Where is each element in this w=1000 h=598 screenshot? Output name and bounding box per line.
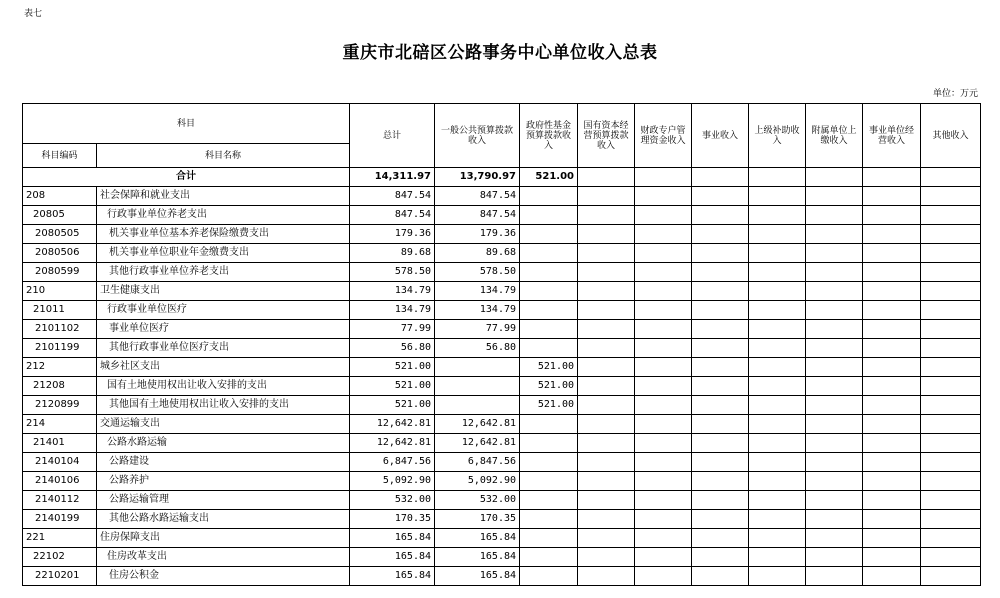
empty-cell xyxy=(635,491,692,510)
table-row xyxy=(23,529,981,548)
empty-cell xyxy=(578,453,635,472)
empty-cell xyxy=(578,282,635,301)
empty-cell xyxy=(635,396,692,415)
empty-cell xyxy=(578,377,635,396)
general-budget-cell: 165.84 xyxy=(435,567,520,586)
subject-code-cell: 21208 xyxy=(23,377,97,396)
subject-name-cell: 其他行政事业单位养老支出 xyxy=(97,263,350,282)
subject-code-cell: 208 xyxy=(23,187,97,206)
empty-cell xyxy=(578,491,635,510)
empty-cell xyxy=(806,358,863,377)
subject-code-cell: 20805 xyxy=(23,206,97,225)
header-subject-name: 科目名称 xyxy=(97,144,350,168)
total-cell: 170.35 xyxy=(350,510,435,529)
empty-cell xyxy=(635,206,692,225)
subject-code-cell: 2080505 xyxy=(23,225,97,244)
general-budget-cell xyxy=(435,377,520,396)
empty-cell xyxy=(749,263,806,282)
empty-cell xyxy=(806,472,863,491)
subject-code-cell: 2101102 xyxy=(23,320,97,339)
gov-fund-cell xyxy=(520,282,578,301)
total-cell: 532.00 xyxy=(350,491,435,510)
empty-cell xyxy=(692,339,749,358)
empty-cell xyxy=(806,320,863,339)
empty-cell xyxy=(921,434,981,453)
empty-cell xyxy=(635,225,692,244)
empty-cell xyxy=(578,567,635,586)
empty-cell xyxy=(921,548,981,567)
empty-cell xyxy=(578,244,635,263)
subject-name-cell: 国有土地使用权出让收入安排的支出 xyxy=(97,377,350,396)
empty-cell xyxy=(578,225,635,244)
table-row xyxy=(23,320,981,339)
total-cell: 179.36 xyxy=(350,225,435,244)
empty-cell xyxy=(578,301,635,320)
header-fiscal-special: 财政专户管理资金收入 xyxy=(635,104,692,168)
general-budget-cell: 12,642.81 xyxy=(435,415,520,434)
empty-cell xyxy=(863,320,921,339)
empty-cell xyxy=(863,415,921,434)
table-row xyxy=(23,206,981,225)
total-cell: 89.68 xyxy=(350,244,435,263)
empty-cell xyxy=(921,320,981,339)
empty-cell xyxy=(635,567,692,586)
general-budget-cell: 77.99 xyxy=(435,320,520,339)
subject-code-cell: 21011 xyxy=(23,301,97,320)
subject-name-cell: 行政事业单位养老支出 xyxy=(97,206,350,225)
empty-cell xyxy=(921,510,981,529)
gov-fund-cell xyxy=(520,529,578,548)
subject-code-cell: 2140106 xyxy=(23,472,97,491)
total-cell: 77.99 xyxy=(350,320,435,339)
empty-cell xyxy=(921,567,981,586)
empty-cell xyxy=(806,415,863,434)
empty-cell xyxy=(806,206,863,225)
empty-cell xyxy=(635,548,692,567)
empty-cell xyxy=(692,358,749,377)
empty-cell xyxy=(863,510,921,529)
general-budget-cell: 134.79 xyxy=(435,282,520,301)
empty-cell xyxy=(692,529,749,548)
empty-cell xyxy=(692,434,749,453)
total-cell: 6,847.56 xyxy=(350,453,435,472)
table-row xyxy=(23,491,981,510)
subject-code-cell: 2080599 xyxy=(23,263,97,282)
empty-cell xyxy=(863,358,921,377)
empty-cell xyxy=(692,491,749,510)
empty-cell xyxy=(863,301,921,320)
empty-cell xyxy=(863,548,921,567)
empty-cell xyxy=(863,453,921,472)
table-row xyxy=(23,244,981,263)
subject-code-cell: 2140199 xyxy=(23,510,97,529)
empty-cell xyxy=(578,320,635,339)
empty-cell xyxy=(749,187,806,206)
total-cell: 521.00 xyxy=(350,377,435,396)
total-cell: 12,642.81 xyxy=(350,434,435,453)
empty-cell xyxy=(863,263,921,282)
subject-name-cell: 城乡社区支出 xyxy=(97,358,350,377)
total-cell: 847.54 xyxy=(350,187,435,206)
empty-cell xyxy=(806,301,863,320)
empty-cell xyxy=(749,472,806,491)
subject-code-cell: 2140112 xyxy=(23,491,97,510)
unit-label: 单位：万元 xyxy=(932,89,978,99)
empty-cell xyxy=(692,225,749,244)
empty-cell xyxy=(749,529,806,548)
empty-cell xyxy=(749,434,806,453)
empty-cell xyxy=(749,396,806,415)
empty-cell xyxy=(806,491,863,510)
subject-code-cell: 22102 xyxy=(23,548,97,567)
subject-name-cell: 其他行政事业单位医疗支出 xyxy=(97,339,350,358)
empty-cell xyxy=(806,510,863,529)
empty-cell xyxy=(578,510,635,529)
gov-fund-cell xyxy=(520,415,578,434)
empty-cell xyxy=(863,472,921,491)
table-row xyxy=(23,434,981,453)
header-gov-fund: 政府性基金预算拨款收入 xyxy=(520,104,578,168)
header-total: 总计 xyxy=(350,104,435,168)
subject-name-cell: 住房改革支出 xyxy=(97,548,350,567)
total-cell: 165.84 xyxy=(350,567,435,586)
table-row xyxy=(23,339,981,358)
empty-cell xyxy=(692,510,749,529)
empty-cell xyxy=(749,320,806,339)
empty-cell xyxy=(749,377,806,396)
empty-cell xyxy=(863,206,921,225)
total-cell: 847.54 xyxy=(350,206,435,225)
empty-cell xyxy=(692,187,749,206)
general-budget-cell: 89.68 xyxy=(435,244,520,263)
empty-cell xyxy=(749,567,806,586)
empty-cell xyxy=(635,244,692,263)
header-affiliated-turnover: 附属单位上缴收入 xyxy=(806,104,863,168)
empty-cell xyxy=(635,282,692,301)
table-row xyxy=(23,282,981,301)
subject-code-cell: 2210201 xyxy=(23,567,97,586)
empty-cell xyxy=(921,206,981,225)
table-row xyxy=(23,472,981,491)
empty-cell xyxy=(921,244,981,263)
empty-cell xyxy=(921,225,981,244)
total-general: 13,790.97 xyxy=(435,168,520,187)
general-budget-cell: 170.35 xyxy=(435,510,520,529)
empty-cell xyxy=(749,548,806,567)
empty-cell xyxy=(692,282,749,301)
total-cell: 521.00 xyxy=(350,396,435,415)
empty-cell xyxy=(749,491,806,510)
empty-cell xyxy=(749,244,806,263)
gov-fund-cell xyxy=(520,187,578,206)
empty-cell xyxy=(692,453,749,472)
table-row xyxy=(23,358,981,377)
empty-cell xyxy=(806,548,863,567)
empty-cell xyxy=(806,339,863,358)
subject-name-cell: 交通运输支出 xyxy=(97,415,350,434)
empty-cell xyxy=(635,377,692,396)
empty-cell xyxy=(578,472,635,491)
empty-cell xyxy=(921,263,981,282)
general-budget-cell: 56.80 xyxy=(435,339,520,358)
table-row xyxy=(23,548,981,567)
general-budget-cell xyxy=(435,358,520,377)
general-budget-cell: 6,847.56 xyxy=(435,453,520,472)
gov-fund-cell: 521.00 xyxy=(520,358,578,377)
subject-name-cell: 社会保障和就业支出 xyxy=(97,187,350,206)
subject-code-cell: 214 xyxy=(23,415,97,434)
empty-cell xyxy=(578,548,635,567)
table-row xyxy=(23,415,981,434)
empty-cell xyxy=(635,472,692,491)
income-table xyxy=(22,103,981,586)
subject-name-cell: 公路水路运输 xyxy=(97,434,350,453)
page-title: 重庆市北碚区公路事务中心单位收入总表 xyxy=(342,43,658,63)
empty-cell xyxy=(863,396,921,415)
table-row xyxy=(23,377,981,396)
empty-cell xyxy=(921,377,981,396)
empty-cell xyxy=(806,396,863,415)
gov-fund-cell xyxy=(520,491,578,510)
subject-code-cell: 2140104 xyxy=(23,453,97,472)
total-cell: 165.84 xyxy=(350,548,435,567)
empty-cell xyxy=(863,244,921,263)
subject-code-cell: 210 xyxy=(23,282,97,301)
table-row xyxy=(23,301,981,320)
gov-fund-cell xyxy=(520,263,578,282)
subject-name-cell: 行政事业单位医疗 xyxy=(97,301,350,320)
subject-name-cell: 其他公路水路运输支出 xyxy=(97,510,350,529)
empty-cell xyxy=(635,529,692,548)
empty-cell xyxy=(921,472,981,491)
subject-name-cell: 公路运输管理 xyxy=(97,491,350,510)
gov-fund-cell xyxy=(520,453,578,472)
empty-cell xyxy=(806,529,863,548)
general-budget-cell: 5,092.90 xyxy=(435,472,520,491)
general-budget-cell: 12,642.81 xyxy=(435,434,520,453)
empty-cell xyxy=(692,263,749,282)
empty-cell xyxy=(635,301,692,320)
empty-cell xyxy=(635,453,692,472)
gov-fund-cell xyxy=(520,206,578,225)
empty-cell xyxy=(635,358,692,377)
total-cell: 56.80 xyxy=(350,339,435,358)
empty-cell xyxy=(692,377,749,396)
header-other-income: 其他收入 xyxy=(921,104,981,168)
empty-cell xyxy=(692,567,749,586)
empty-cell xyxy=(578,434,635,453)
subject-name-cell: 住房保障支出 xyxy=(97,529,350,548)
empty-cell xyxy=(921,358,981,377)
table-row xyxy=(23,263,981,282)
empty-cell xyxy=(692,301,749,320)
header-subject-code: 科目编码 xyxy=(23,144,97,168)
subject-name-cell: 机关事业单位职业年金缴费支出 xyxy=(97,244,350,263)
general-budget-cell xyxy=(435,396,520,415)
gov-fund-cell xyxy=(520,225,578,244)
empty-cell xyxy=(921,282,981,301)
empty-cell xyxy=(806,282,863,301)
empty-cell xyxy=(921,453,981,472)
empty-cell xyxy=(578,415,635,434)
empty-cell xyxy=(921,491,981,510)
subject-name-cell: 机关事业单位基本养老保险缴费支出 xyxy=(97,225,350,244)
empty-cell xyxy=(921,339,981,358)
empty-cell xyxy=(749,453,806,472)
gov-fund-cell xyxy=(520,472,578,491)
subject-code-cell: 21401 xyxy=(23,434,97,453)
general-budget-cell: 847.54 xyxy=(435,187,520,206)
empty-cell xyxy=(863,377,921,396)
total-cell: 165.84 xyxy=(350,529,435,548)
empty-cell xyxy=(806,187,863,206)
empty-cell xyxy=(692,548,749,567)
general-budget-cell: 532.00 xyxy=(435,491,520,510)
empty-cell xyxy=(635,320,692,339)
empty-cell xyxy=(692,396,749,415)
empty-cell xyxy=(692,206,749,225)
empty-cell xyxy=(692,415,749,434)
general-budget-cell: 165.84 xyxy=(435,529,520,548)
total-cell: 134.79 xyxy=(350,301,435,320)
gov-fund-cell xyxy=(520,434,578,453)
empty-cell xyxy=(921,415,981,434)
subject-code-cell: 221 xyxy=(23,529,97,548)
empty-cell xyxy=(692,472,749,491)
header-state-capital: 国有资本经营预算拨款收入 xyxy=(578,104,635,168)
subject-code-cell: 2120899 xyxy=(23,396,97,415)
gov-fund-cell xyxy=(520,320,578,339)
subject-name-cell: 住房公积金 xyxy=(97,567,350,586)
subject-name-cell: 公路建设 xyxy=(97,453,350,472)
gov-fund-cell xyxy=(520,244,578,263)
empty-cell xyxy=(635,415,692,434)
header-general-budget: 一般公共预算拨款收入 xyxy=(435,104,520,168)
empty-cell xyxy=(578,187,635,206)
gov-fund-cell xyxy=(520,567,578,586)
subject-code-cell: 2080506 xyxy=(23,244,97,263)
table-number: 表七 xyxy=(24,9,43,19)
empty-cell xyxy=(921,529,981,548)
empty-cell xyxy=(692,320,749,339)
subject-name-cell: 事业单位医疗 xyxy=(97,320,350,339)
empty-cell xyxy=(749,225,806,244)
total-total: 14,311.97 xyxy=(350,168,435,187)
gov-fund-cell xyxy=(520,339,578,358)
table-row xyxy=(23,225,981,244)
empty-cell xyxy=(806,567,863,586)
general-budget-cell: 165.84 xyxy=(435,548,520,567)
total-fund: 521.00 xyxy=(520,168,578,187)
subject-name-cell: 公路养护 xyxy=(97,472,350,491)
gov-fund-cell xyxy=(520,301,578,320)
gov-fund-cell xyxy=(520,510,578,529)
empty-cell xyxy=(749,339,806,358)
table-row xyxy=(23,567,981,586)
total-label: 合计 xyxy=(23,168,350,187)
empty-cell xyxy=(863,529,921,548)
empty-cell xyxy=(578,339,635,358)
empty-cell xyxy=(635,339,692,358)
empty-cell xyxy=(863,282,921,301)
subject-name-cell: 卫生健康支出 xyxy=(97,282,350,301)
table-row xyxy=(23,187,981,206)
total-cell: 5,092.90 xyxy=(350,472,435,491)
empty-cell xyxy=(806,453,863,472)
general-budget-cell: 578.50 xyxy=(435,263,520,282)
empty-cell xyxy=(921,396,981,415)
general-budget-cell: 134.79 xyxy=(435,301,520,320)
empty-cell xyxy=(578,529,635,548)
total-row xyxy=(23,168,981,187)
total-cell: 578.50 xyxy=(350,263,435,282)
header-business-income: 事业收入 xyxy=(692,104,749,168)
empty-cell xyxy=(863,567,921,586)
empty-cell xyxy=(635,510,692,529)
empty-cell xyxy=(863,339,921,358)
empty-cell xyxy=(749,206,806,225)
empty-cell xyxy=(806,377,863,396)
total-cell: 12,642.81 xyxy=(350,415,435,434)
subject-name-cell: 其他国有土地使用权出让收入安排的支出 xyxy=(97,396,350,415)
empty-cell xyxy=(749,510,806,529)
empty-cell xyxy=(863,225,921,244)
general-budget-cell: 179.36 xyxy=(435,225,520,244)
empty-cell xyxy=(578,206,635,225)
empty-cell xyxy=(863,187,921,206)
gov-fund-cell xyxy=(520,548,578,567)
table-row xyxy=(23,396,981,415)
empty-cell xyxy=(749,358,806,377)
total-cell: 134.79 xyxy=(350,282,435,301)
empty-cell xyxy=(806,244,863,263)
empty-cell xyxy=(692,244,749,263)
subject-code-cell: 212 xyxy=(23,358,97,377)
empty-cell xyxy=(635,187,692,206)
table-row xyxy=(23,510,981,529)
gov-fund-cell: 521.00 xyxy=(520,377,578,396)
header-superior-subsidy: 上级补助收入 xyxy=(749,104,806,168)
empty-cell xyxy=(635,434,692,453)
table-row xyxy=(23,453,981,472)
empty-cell xyxy=(578,358,635,377)
empty-cell xyxy=(921,301,981,320)
empty-cell xyxy=(806,434,863,453)
empty-cell xyxy=(578,396,635,415)
header-subject: 科目 xyxy=(23,104,350,144)
empty-cell xyxy=(806,263,863,282)
general-budget-cell: 847.54 xyxy=(435,206,520,225)
empty-cell xyxy=(749,282,806,301)
empty-cell xyxy=(578,263,635,282)
empty-cell xyxy=(749,415,806,434)
empty-cell xyxy=(921,187,981,206)
empty-cell xyxy=(635,263,692,282)
empty-cell xyxy=(749,301,806,320)
empty-cell xyxy=(806,225,863,244)
gov-fund-cell: 521.00 xyxy=(520,396,578,415)
empty-cell xyxy=(863,434,921,453)
subject-code-cell: 2101199 xyxy=(23,339,97,358)
total-cell: 521.00 xyxy=(350,358,435,377)
header-operating-income: 事业单位经营收入 xyxy=(863,104,921,168)
empty-cell xyxy=(863,491,921,510)
